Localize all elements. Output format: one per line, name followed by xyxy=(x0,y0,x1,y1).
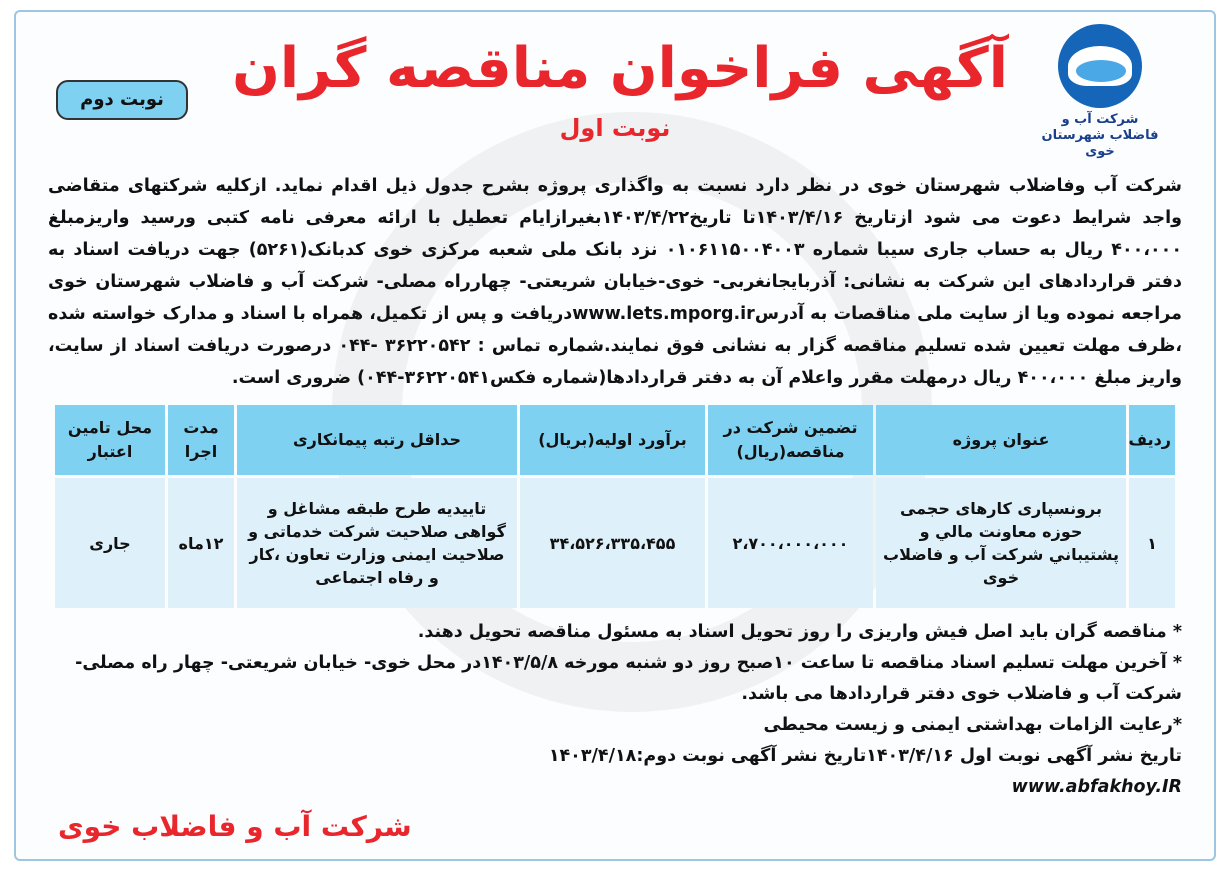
note-2: * آخرین مهلت تسلیم اسناد مناقصه تا ساعت ۱۰صبح روز دو شنبه مورخه ۱۴۰۳/۵/۸در محل خوی- خیابان شریعتی- چهار راه مصلی- شرکت آب و فاضلاب خوی دفتر قراردادها می باشد. xyxy=(75,653,1182,704)
cell-funding: جاری xyxy=(55,478,165,608)
ad-subtitle: نوبت اول xyxy=(559,114,671,142)
company-logo xyxy=(1040,24,1160,160)
note-1: * مناقصه گران باید اصل فیش واریزی را روز تحویل اسناد به مسئول مناقصه تحویل دهند. xyxy=(417,622,1182,642)
logo-text: شرکت آب و فاضلاب شهرستان خوی xyxy=(1041,112,1159,159)
note-4: تاریخ نشر آگهی نوبت اول ۱۴۰۳/۴/۱۶تاریخ نشر آگهی نوبت دوم:۱۴۰۳/۴/۱۸ xyxy=(548,746,1182,766)
cell-title: برونسپاری کارهای حجمی حوزه معاونت مالي و پشتيباني شركت آب و فاضلاب خوی xyxy=(876,478,1126,608)
col-duration: مدت اجرا xyxy=(168,405,234,475)
ad-title: آگهی فراخوان مناقصه گران xyxy=(232,36,1008,101)
footer-company-name: شرکت آب و فاضلاب خوی xyxy=(58,810,412,843)
cell-duration: ۱۲ماه xyxy=(168,478,234,608)
ad-header xyxy=(16,12,1214,162)
website-link[interactable]: www.abfakhoy.IR xyxy=(1011,777,1182,797)
ad-content xyxy=(16,162,1214,859)
round-badge: نوبت دوم xyxy=(56,80,188,120)
cell-grade: تاییدیه طرح طبقه مشاغل و گواهی صلاحیت شرکت خدماتی و صلاحیت ایمنی وزارت تعاون ،کار و رفاه اجتماعی xyxy=(237,478,517,608)
notes xyxy=(48,617,1182,803)
table-row xyxy=(55,478,1175,608)
water-logo-icon xyxy=(1058,24,1142,108)
intro-paragraph: شرکت آب وفاضلاب شهرستان خوی در نظر دارد نسبت به واگذاری پروژه بشرح جدول ذیل اقدام نماید. ازکلیه شرکتهای متقاضی واجد شرایط دعوت می شود ازتاریخ ۱۴۰۳/۴/۱۶تا تاریخ۱۴۰۳/۴/۲۲بغیرازایام تعطیل با ارائه معرفی نامه کتبی ورسید واریزمبلغ ۴۰۰،۰۰۰ ریال به حساب جاری سیبا شماره ۰۱۰۶۱۱۵۰۰۴۰۰۳ نزد بانک ملی شعبه مرکزی خوی کدبانک(۵۲۶۱) جهت دریافت اسناد به دفتر قراردادهای این شرکت به نشانی: آذربایجانغربی- خوی-خیابان شریعتی- چهارراه مصلی- شرکت آب و فاضلاب شهرستان خوی مراجعه نموده ویا از سایت ملی مناقصات به آدرسwww.lets.mporg.irدریافت و پس از تکمیل، همراه با اسناد و مدارک خواسته شده ،ظرف مهلت تعیین شده تسلیم مناقصه گزار به نشانی فوق نمایند.شماره تماس : ۳۶۲۲۰۵۴۲ -۰۴۴ درصورت دریافت اسناد از سایت، واریز مبلغ ۴۰۰،۰۰۰ ریال درمهلت مقرر واعلام آن به دفتر قراردادها(شماره فکس۳۶۲۲۰۵۴۱-۰۴۴) ضروری است. xyxy=(48,176,1183,388)
note-3: *رعایت الزامات بهداشتی ایمنی و زیست محیطی xyxy=(763,715,1182,735)
col-title: عنوان پروژه xyxy=(876,405,1126,475)
col-estimate: برآورد اولیه(بریال) xyxy=(520,405,705,475)
table-header-row xyxy=(55,405,1175,475)
cell-row: ۱ xyxy=(1129,478,1175,608)
cell-guarantee: ۲،۷۰۰،۰۰۰،۰۰۰ xyxy=(708,478,873,608)
cell-estimate: ۳۴،۵۲۶،۳۳۵،۴۵۵ xyxy=(520,478,705,608)
col-row: ردیف xyxy=(1129,405,1175,475)
col-funding: محل تامین اعتبار xyxy=(55,405,165,475)
col-grade: حداقل رتبه پیمانکاری xyxy=(237,405,517,475)
ad-frame xyxy=(14,10,1216,861)
tender-table xyxy=(52,402,1178,611)
col-guarantee: تضمین شرکت در مناقصه(ریال) xyxy=(708,405,873,475)
